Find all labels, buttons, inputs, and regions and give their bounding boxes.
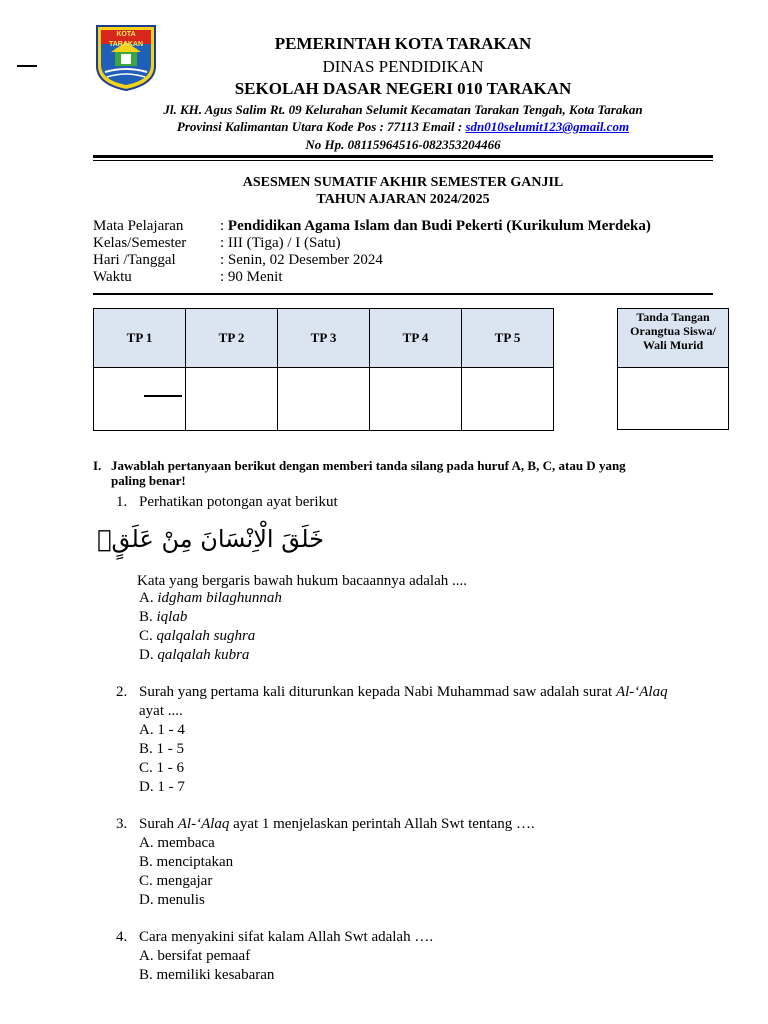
option-text: membaca [157, 835, 215, 851]
answer-option[interactable] [139, 947, 250, 966]
question-text: Cara menyakini sifat kalam Allah Swt adalah …. [139, 929, 434, 945]
option-letter: B. [139, 967, 153, 983]
answer-option[interactable] [139, 721, 185, 740]
question-text: Perhatikan potongan ayat berikut [139, 494, 338, 510]
answer-option[interactable] [139, 589, 282, 608]
option-text: 1 - 7 [157, 779, 185, 795]
exam-year: TAHUN AJARAN 2024/2025 [316, 192, 490, 207]
question-text-part: Surah yang pertama kali diturunkan kepada Nabi Muhammad saw adalah surat [139, 684, 616, 700]
option-text: menulis [157, 892, 205, 908]
tp-score-cell[interactable] [370, 368, 462, 431]
header-government: PEMERINTAH KOTA TARAKAN [274, 34, 532, 53]
instruction-line: paling benar! [111, 473, 186, 488]
signature-label: Tanda Tangan [636, 310, 710, 324]
answer-option[interactable] [139, 853, 233, 872]
header-department: DINAS PENDIDIKAN [322, 57, 484, 76]
margin-dash [17, 65, 37, 67]
signature-header [618, 309, 729, 368]
tp-score-cell[interactable] [278, 368, 370, 431]
option-letter: A. [139, 590, 154, 606]
answer-option[interactable] [139, 834, 215, 853]
option-letter: B. [139, 854, 153, 870]
tp-score-cell[interactable] [94, 368, 186, 431]
signature-table [617, 308, 729, 430]
answer-option[interactable] [139, 891, 205, 910]
question-text [139, 683, 668, 702]
info-value: : III (Tiga) / I (Satu) [220, 235, 341, 251]
question-number: 2. [116, 684, 128, 700]
question-text: ayat .... [139, 703, 183, 719]
logo-text: KOTA TARAKAN [108, 31, 144, 48]
option-text: menciptakan [156, 854, 234, 870]
info-label: Kelas/Semester [93, 235, 187, 251]
tp-header: TP 4 [370, 309, 462, 368]
subject-value: Pendidikan Agama Islam dan Budi Pekerti (Kurikulum Merdeka) [227, 218, 651, 234]
option-letter: A. [139, 835, 154, 851]
option-text: memiliki kesabaran [156, 967, 275, 983]
info-label: Mata Pelajaran [93, 218, 184, 234]
tp-score-cell[interactable] [186, 368, 278, 431]
score-line [144, 395, 182, 397]
signature-cell[interactable] [618, 368, 729, 430]
signature-label: Orangtua Siswa/ [630, 324, 716, 338]
header-rule-top [93, 155, 713, 158]
surah-name: Al-‘Alaq [177, 816, 230, 832]
info-value: : Senin, 02 Desember 2024 [220, 252, 383, 268]
info-value: : 90 Menit [220, 269, 283, 285]
header-address: Jl. KH. Agus Salim Rt. 09 Kelurahan Selumit Kecamatan Tarakan Tengah, Kota Tarakan [163, 102, 643, 117]
tp-score-cell[interactable] [462, 368, 554, 431]
tp-header: TP 5 [462, 309, 554, 368]
option-letter: C. [139, 628, 153, 644]
header-school: SEKOLAH DASAR NEGERI 010 TARAKAN [234, 79, 572, 98]
answer-option[interactable] [139, 966, 274, 985]
answer-option[interactable] [139, 646, 249, 665]
option-text: 1 - 4 [157, 722, 185, 738]
email-link[interactable]: sdn010selumit123@gmail.com [465, 119, 630, 134]
arabic-verse: خَلَقَ الْاِنْسَانَ مِنْ عَلَقٍۚ [97, 525, 324, 553]
info-colon: : [220, 218, 228, 234]
question-number: 3. [116, 816, 128, 832]
header-phone: No Hp. 08115964516-082353204466 [305, 137, 501, 152]
option-text: mengajar [156, 873, 213, 889]
info-label: Waktu [93, 269, 132, 285]
option-text: 1 - 6 [156, 760, 185, 776]
tp-header: TP 1 [94, 309, 186, 368]
answer-option[interactable] [139, 740, 184, 759]
answer-option[interactable] [139, 759, 184, 778]
tp-header: TP 3 [278, 309, 370, 368]
option-letter: C. [139, 873, 153, 889]
signature-label: Wali Murid [642, 338, 704, 352]
option-letter: C. [139, 760, 153, 776]
option-letter: D. [139, 779, 154, 795]
section-number: I. [93, 458, 102, 473]
option-text: 1 - 5 [156, 741, 185, 757]
question-text [139, 815, 535, 834]
option-letter: B. [139, 741, 153, 757]
question-number: 1. [116, 494, 128, 510]
answer-option[interactable] [139, 778, 185, 797]
option-text: iqlab [156, 609, 188, 625]
answer-option[interactable] [139, 872, 212, 891]
option-letter: D. [139, 647, 154, 663]
question-text-part: Surah [139, 816, 178, 832]
header-rule-bottom [93, 160, 713, 161]
question-text: Kata yang bergaris bawah hukum bacaannya adalah .... [137, 573, 468, 589]
answer-option[interactable] [139, 627, 255, 646]
header-address-line2 [93, 119, 713, 135]
option-letter: A. [139, 722, 154, 738]
option-text: qalqalah kubra [157, 647, 250, 663]
surah-name: Al-‘Alaq [615, 684, 668, 700]
option-letter: D. [139, 892, 154, 908]
option-letter: A. [139, 948, 154, 964]
tp-score-table [93, 308, 554, 431]
option-text: bersifat pemaaf [157, 948, 251, 964]
option-text: idgham bilaghunnah [157, 590, 282, 606]
tp-header: TP 2 [186, 309, 278, 368]
question-number: 4. [116, 929, 128, 945]
info-rule [93, 293, 713, 295]
answer-option[interactable] [139, 608, 187, 627]
instruction-line: Jawablah pertanyaan berikut dengan memberi tanda silang pada huruf A, B, C, atau D yang [111, 458, 626, 473]
exam-title: ASESMEN SUMATIF AKHIR SEMESTER GANJIL [242, 175, 564, 190]
option-letter: B. [139, 609, 153, 625]
option-text: qalqalah sughra [156, 628, 256, 644]
address-province: Provinsi Kalimantan Utara Kode Pos : 77113 Email : [176, 119, 466, 134]
question-text-part: ayat 1 menjelaskan perintah Allah Swt tentang …. [229, 816, 535, 832]
info-label: Hari /Tanggal [93, 252, 176, 268]
